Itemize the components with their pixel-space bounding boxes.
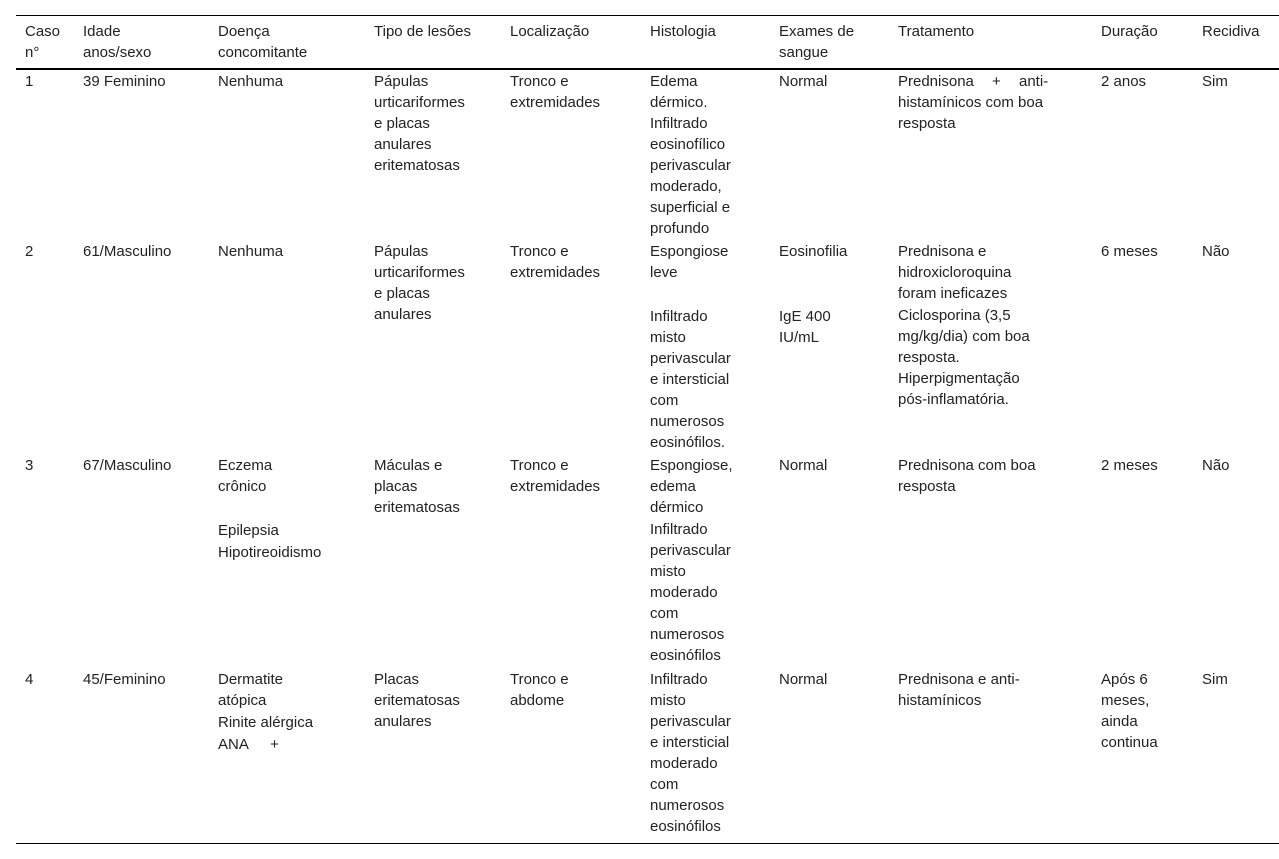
cell-tratamento: Prednisona + anti- histamínicos com boa resposta <box>898 73 1049 132</box>
header-tipo: Tipo de lesões <box>374 23 472 40</box>
table-top-rule <box>16 15 1279 16</box>
header-recidiva: Recidiva <box>1202 23 1260 40</box>
table-bottom-rule <box>16 843 1279 844</box>
cell-idade: 39 Feminino <box>83 73 166 90</box>
cell-tipo: Pápulas urticariformes e placas anulares eritematosas <box>374 73 465 174</box>
cell-histologia: Espongiose leve Infiltrado misto perivascular e intersticial com numerosos eosinófilos. <box>650 243 731 451</box>
cell-idade: 67/Masculino <box>83 457 172 474</box>
header-doenca: Doença concomitante <box>218 23 308 61</box>
cell-duracao: Após 6 meses, ainda continua <box>1101 671 1158 751</box>
cell-histologia: Edema dérmico. Infiltrado eosinofílico perivascular moderado, superficial e profundo <box>650 73 731 237</box>
cell-recidiva: Sim <box>1202 73 1228 90</box>
cell-tratamento: Prednisona com boa resposta <box>898 457 1036 495</box>
cell-caso: 1 <box>25 73 34 90</box>
cell-localizacao: Tronco e extremidades <box>510 73 601 111</box>
header-tratamento: Tratamento <box>898 23 975 40</box>
cell-doenca: Eczema crônico Epilepsia Hipotireoidismo <box>218 457 322 561</box>
cell-histologia: Infiltrado misto perivascular e intersticial moderado com numerosos eosinófilos <box>650 671 731 835</box>
cell-histologia: Espongiose, edema dérmico Infiltrado perivascular misto moderado com numerosos eosinófilos <box>650 457 733 664</box>
cell-idade: 61/Masculino <box>83 243 172 260</box>
header-idade: Idade anos/sexo <box>83 23 152 61</box>
cell-localizacao: Tronco e extremidades <box>510 243 601 281</box>
cell-exames: Normal <box>779 73 828 90</box>
cell-tipo: Placas eritematosas anulares <box>374 671 460 730</box>
header-duracao: Duração <box>1101 23 1158 40</box>
header-histologia: Histologia <box>650 23 716 40</box>
cell-localizacao: Tronco e extremidades <box>510 457 601 495</box>
cell-tratamento: Prednisona e anti- histamínicos <box>898 671 1020 709</box>
cell-caso: 3 <box>25 457 34 474</box>
header-bottom-rule <box>16 68 1279 70</box>
cell-doenca: Nenhuma <box>218 73 284 90</box>
cell-duracao: 6 meses <box>1101 243 1158 260</box>
cell-doenca: Nenhuma <box>218 243 284 260</box>
cell-duracao: 2 meses <box>1101 457 1158 474</box>
header-exames: Exames de sangue <box>779 23 855 61</box>
header-caso: Caso n° <box>25 23 61 61</box>
cell-exames: Eosinofilia IgE 400 IU/mL <box>779 243 848 346</box>
cell-recidiva: Não <box>1202 457 1230 474</box>
cell-duracao: 2 anos <box>1101 73 1147 90</box>
cell-caso: 2 <box>25 243 34 260</box>
cell-recidiva: Sim <box>1202 671 1228 688</box>
cell-exames: Normal <box>779 457 828 474</box>
cell-caso: 4 <box>25 671 34 688</box>
cell-idade: 45/Feminino <box>83 671 166 688</box>
cell-tratamento: Prednisona e hidroxicloroquina foram ineficazes Ciclosporina (3,5 mg/kg/dia) com boa resposta. Hiperpigmentação pós-inflamatória. <box>898 243 1030 408</box>
header-localizacao: Localização <box>510 23 590 40</box>
cell-doenca: Dermatite atópica Rinite alérgica ANA + <box>218 671 314 753</box>
cell-exames: Normal <box>779 671 828 688</box>
cell-localizacao: Tronco e abdome <box>510 671 569 709</box>
cell-recidiva: Não <box>1202 243 1230 260</box>
cell-tipo: Pápulas urticariformes e placas anulares <box>374 243 465 323</box>
cell-tipo: Máculas e placas eritematosas <box>374 457 460 516</box>
